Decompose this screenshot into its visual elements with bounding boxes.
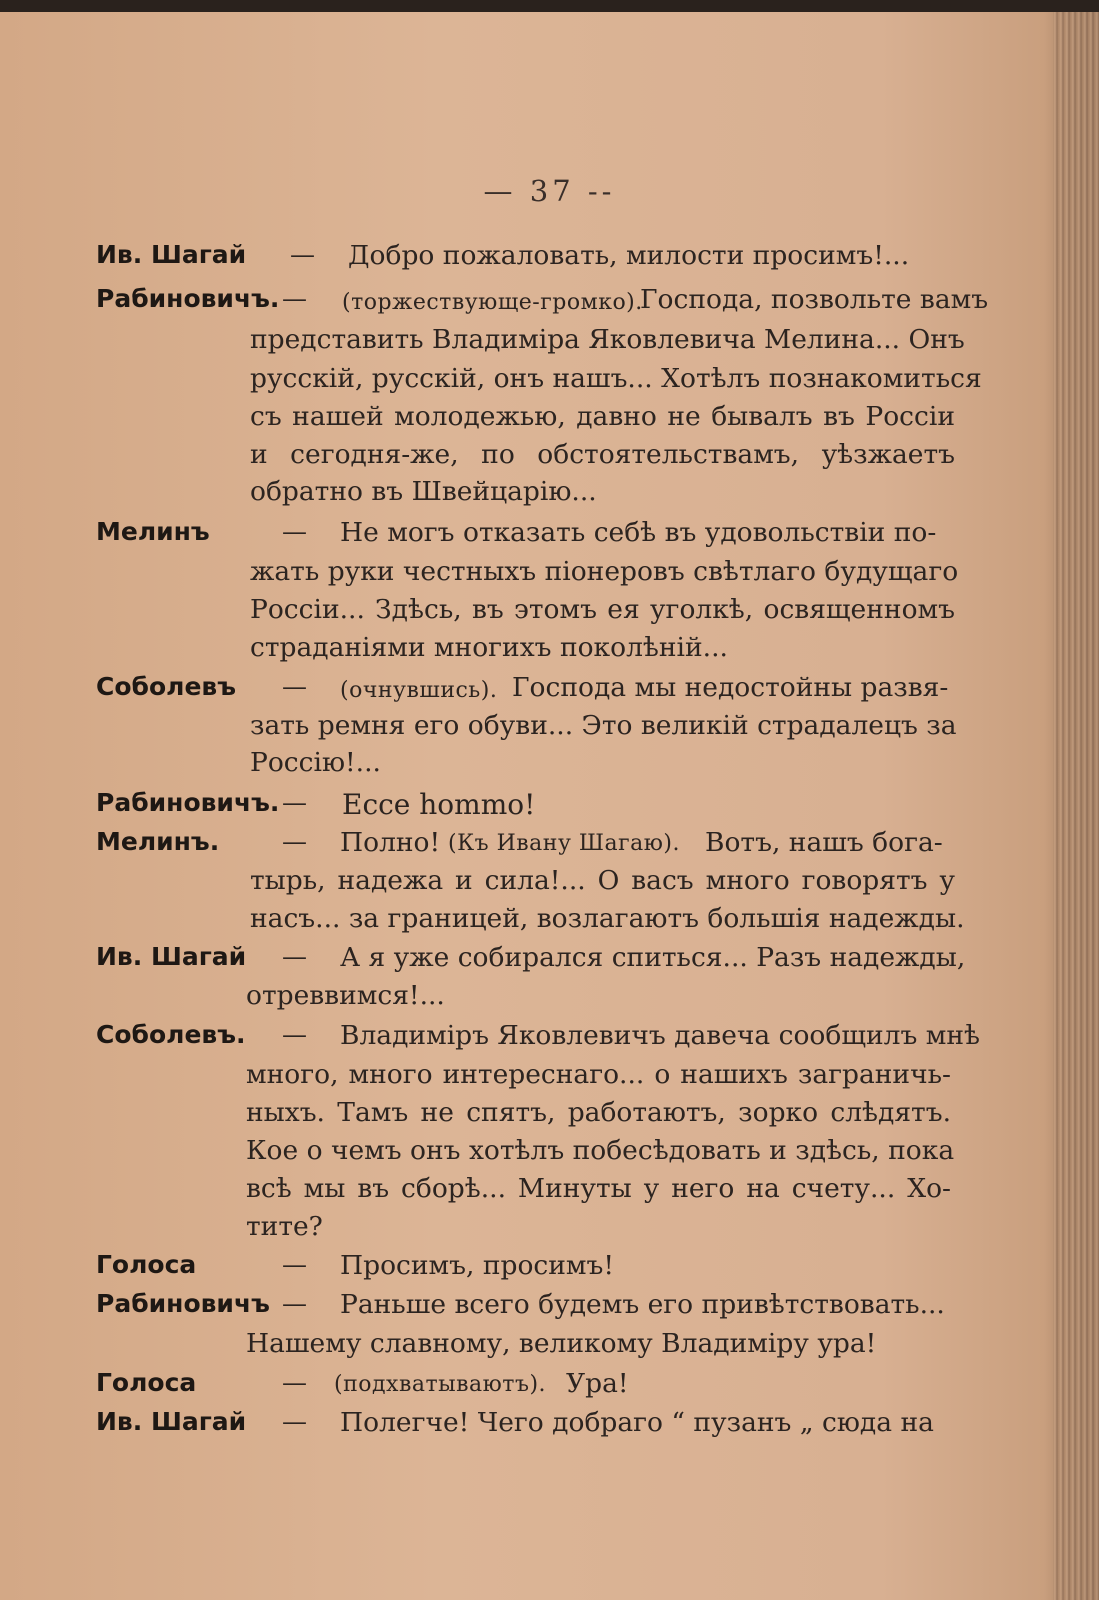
script-line — [0, 1097, 1040, 1137]
script-line — [0, 788, 1040, 828]
speech-continuation: всѣ мы въ сборѣ... Минуты у него на счету... Хо- — [246, 1173, 951, 1204]
speech-text: Владиміръ Яковлевичъ давеча сообщилъ мнѣ — [340, 1020, 980, 1051]
script-line — [0, 1059, 1040, 1099]
stage-direction: (торжествующе-громко). — [342, 290, 643, 315]
script-line — [0, 240, 1040, 280]
speech-text: Ура! — [566, 1368, 629, 1399]
script-line — [0, 363, 1040, 403]
speech-continuation: жать руки честныхъ піонеровъ свѣтлаго будущаго — [250, 556, 959, 587]
speaker-name: Голоса — [96, 1368, 197, 1397]
speech-continuation: съ нашей молодежью, давно не бывалъ въ Россіи — [250, 401, 955, 432]
speech-continuation: тырь, надежа и сила!... О васъ много говорятъ у — [250, 865, 955, 896]
script-line — [0, 1407, 1040, 1447]
speech-text: Полно! — [340, 827, 441, 858]
speech-continuation: Кое о чемъ онъ хотѣлъ побесѣдовать и здѣсь, пока — [246, 1135, 955, 1166]
speech-continuation: страданіями многихъ поколѣній... — [250, 632, 728, 663]
stage-direction: (подхватываютъ). — [334, 1372, 547, 1397]
speaker-name: Соболевъ. — [96, 1020, 246, 1049]
speech-continuation: обратно въ Швейцарію... — [250, 476, 597, 507]
speaker-name: Ив. Шагай — [96, 1407, 247, 1436]
speech-text: Раньше всего будемъ его привѣтствовать... — [340, 1289, 945, 1320]
dash: — — [282, 1368, 307, 1397]
script-line — [0, 1173, 1040, 1213]
script-line — [0, 556, 1040, 596]
speech-text: Вотъ, нашъ бога- — [705, 827, 943, 858]
script-line — [0, 401, 1040, 441]
speech-continuation: много, много интереснаго... о нашихъ заграничь- — [246, 1059, 951, 1090]
script-line — [0, 594, 1040, 634]
dash: — — [282, 1020, 307, 1049]
dash: — — [282, 942, 307, 971]
script-line — [0, 439, 1040, 479]
speaker-name: Рабиновичъ — [96, 1289, 270, 1318]
script-line — [0, 672, 1040, 712]
speech-continuation: зать ремня его обуви... Это великій страдалецъ за — [250, 710, 957, 741]
speech-text: Полегче! Чего добраго “ пузанъ „ сюда на — [340, 1407, 934, 1438]
speech-continuation: отреввимся!... — [246, 980, 445, 1011]
speaker-name: Рабиновичъ. — [96, 788, 280, 817]
script-line — [0, 1020, 1040, 1060]
script-line — [0, 710, 1040, 750]
script-line — [0, 980, 1040, 1020]
speech-continuation: тите? — [246, 1211, 323, 1242]
dash: — — [282, 1407, 307, 1436]
script-line — [0, 1289, 1040, 1329]
speech-text: Господа, позвольте вамъ — [640, 284, 989, 315]
speech-text: Не могъ отказать себѣ въ удовольствіи по- — [340, 517, 937, 548]
speech-continuation: Россіи... Здѣсь, въ этомъ ея уголкѣ, освященномъ — [250, 594, 955, 625]
stage-direction: (очнувшись). — [340, 678, 498, 703]
speaker-name: Мелинъ — [96, 517, 210, 546]
dash: — — [290, 240, 315, 269]
script-line — [0, 1250, 1040, 1290]
speech-text: Добро пожаловать, милости просимъ!... — [348, 240, 910, 271]
speaker-name: Ив. Шагай — [96, 240, 247, 269]
script-line — [0, 942, 1040, 982]
script-line — [0, 1368, 1040, 1408]
script-line — [0, 284, 1040, 324]
dash: — — [282, 284, 307, 313]
page-number: — 37 -- — [483, 174, 616, 208]
speech-text: Просимъ, просимъ! — [340, 1250, 615, 1281]
speech-continuation: и сегодня-же, по обстоятельствамъ, уѣзжаетъ — [250, 439, 955, 470]
speaker-name: Голоса — [96, 1250, 197, 1279]
script-line — [0, 476, 1040, 516]
script-line — [0, 903, 1040, 943]
dash: — — [282, 788, 307, 817]
dash: — — [282, 827, 307, 856]
dash: — — [282, 517, 307, 546]
speech-text: Господа мы недостойны развя- — [512, 672, 949, 703]
script-line — [0, 865, 1040, 905]
script-line — [0, 827, 1040, 867]
dash: — — [282, 1289, 307, 1318]
speech-continuation: ныхъ. Тамъ не спятъ, работаютъ, зорко слѣдятъ. — [246, 1097, 951, 1128]
speaker-name: Рабиновичъ. — [96, 284, 280, 313]
script-line — [0, 517, 1040, 557]
speaker-name: Ив. Шагай — [96, 942, 247, 971]
speech-continuation: русскій, русскій, онъ нашъ... Хотѣлъ познакомиться — [250, 363, 982, 394]
script-line — [0, 1135, 1040, 1175]
dash: — — [282, 1250, 307, 1279]
script-line — [0, 747, 1040, 787]
script-line — [0, 1328, 1040, 1368]
speech-continuation: Россію!... — [250, 747, 381, 778]
dash: — — [282, 672, 307, 701]
speech-continuation: представить Владиміра Яковлевича Мелина... Онъ — [250, 324, 965, 355]
speech-text: Ecce hommo! — [342, 788, 536, 821]
speaker-name: Соболевъ — [96, 672, 237, 701]
script-line — [0, 632, 1040, 672]
speech-text: А я уже собирался спиться... Разъ надежды, — [340, 942, 966, 973]
stage-direction: (Къ Ивану Шагаю). — [448, 831, 680, 856]
page-edge-shadow — [1053, 12, 1099, 1600]
script-line — [0, 1211, 1040, 1251]
script-line — [0, 324, 1040, 364]
speech-continuation: Нашему славному, великому Владиміру ура! — [246, 1328, 877, 1359]
speech-continuation: насъ... за границей, возлагаютъ большія надежды. — [250, 903, 965, 934]
speaker-name: Мелинъ. — [96, 827, 220, 856]
